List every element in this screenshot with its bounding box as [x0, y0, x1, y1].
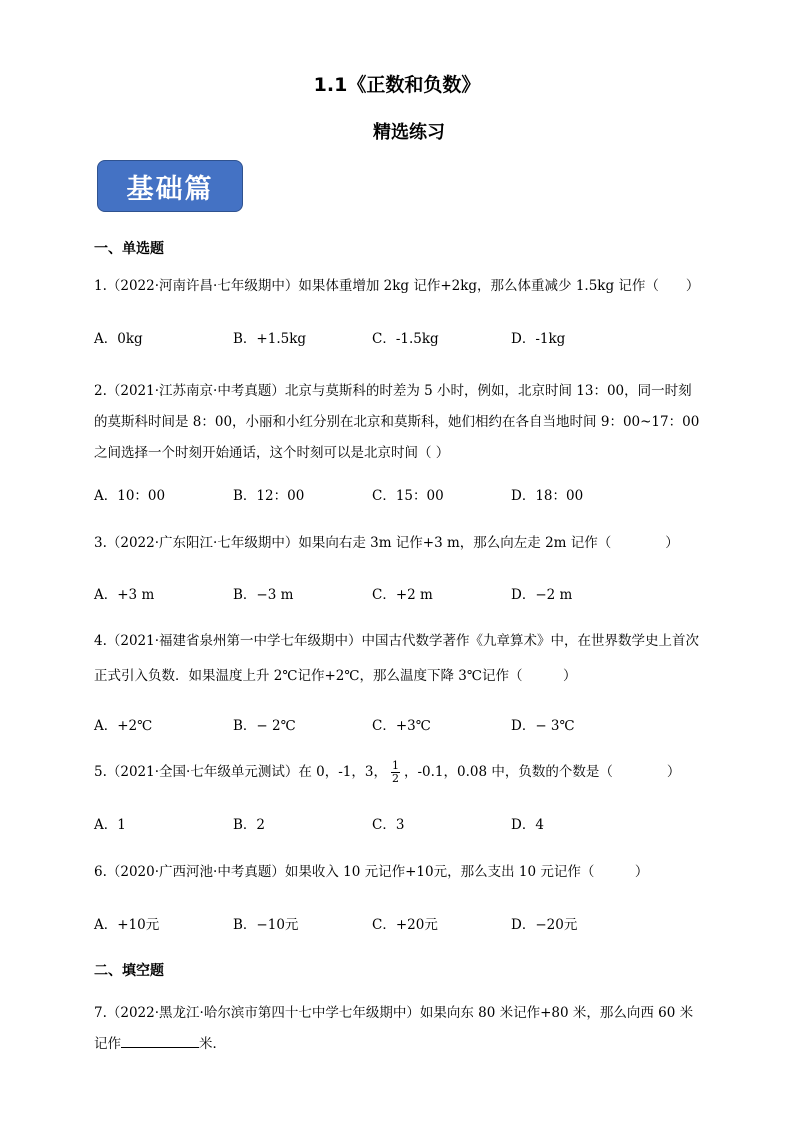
- question-7: [94, 998, 704, 1060]
- question-5-text-after: ，-0.1，0.08 中，负数的个数是（ ）: [403, 764, 681, 780]
- section-heading-single-choice: 一、单选题: [94, 241, 164, 257]
- option-b: B．2: [233, 817, 266, 833]
- question-2-options: [94, 484, 704, 504]
- option-c: C．15：00: [372, 488, 444, 504]
- option-a: A．10：00: [94, 488, 166, 504]
- option-b: B．+1.5kg: [233, 331, 307, 347]
- section-badge: 基础篇: [97, 160, 243, 212]
- question-6: 6.（2020·广西河池·中考真题）如果收入 10 元记作+10元，那么支出 10 元记作（ ）: [94, 864, 649, 880]
- option-c: C．+2 m: [372, 587, 433, 603]
- option-b: B．−10元: [233, 917, 299, 933]
- option-d: D．−2 m: [511, 587, 573, 603]
- option-c: C．-1.5kg: [372, 331, 439, 347]
- page-subtitle: 精选练习: [373, 122, 445, 143]
- question-4: 4.（2021·福建省泉州第一中学七年级期中）中国古代数学著作《九章算术》中，在世界数学史上首次正式引入负数．如果温度上升 2℃记作+2℃，那么温度下降 3℃记作（ ）: [94, 633, 700, 684]
- option-a: A．+10元: [94, 917, 160, 933]
- option-d: D．-1kg: [511, 331, 566, 347]
- fraction: [391, 760, 400, 785]
- option-d: D．4: [511, 817, 544, 833]
- option-a: A．0kg: [94, 331, 143, 347]
- fraction-numerator: 1: [391, 759, 399, 772]
- question-7-text-before: 7.（2022·黑龙江·哈尔滨市第四十七中学七年级期中）如果向东 80 米记作+80 米，那么向西 60 米记作: [94, 1005, 694, 1052]
- question-4-options: [94, 714, 704, 734]
- question-1: 1.（2022·河南许昌·七年级期中）如果体重增加 2kg 记作+2kg，那么体重减少 1.5kg 记作（ ）: [94, 278, 700, 294]
- page-title: 1.1《正数和负数》: [313, 74, 481, 96]
- fraction-denominator: 2: [391, 772, 399, 785]
- question-1-options: [94, 327, 704, 347]
- question-2: 2.（2021·江苏南京·中考真题）北京与莫斯科的时差为 5 小时，例如，北京时间 13：00，同一时刻的莫斯科时间是 8：00，小丽和小红分别在北京和莫斯科，她们相约在各自当地时间 9：00~17：00之间选择一个时刻开始通话，这个时刻可以是北京时间（ ）: [94, 383, 700, 461]
- answer-blank: [121, 1031, 199, 1048]
- option-b: B．− 2℃: [233, 718, 296, 734]
- question-5-text-before: 5.（2021·全国·七年级单元测试）在 0，-1，3，: [94, 764, 387, 780]
- question-3-options: [94, 583, 704, 603]
- option-d: D．− 3℃: [511, 718, 575, 734]
- option-c: C．+20元: [372, 917, 438, 933]
- question-3: 3.（2022·广东阳江·七年级期中）如果向右走 3m 记作+3 m，那么向左走 2m 记作（ ）: [94, 535, 679, 551]
- section-heading-fill-blank: 二、填空题: [94, 963, 164, 979]
- option-a: A．+2℃: [94, 718, 153, 734]
- question-5-options: [94, 813, 704, 833]
- question-6-options: [94, 913, 704, 933]
- question-5: [94, 758, 704, 786]
- option-d: D．−20元: [511, 917, 578, 933]
- question-7-text-after: 米．: [199, 1036, 226, 1052]
- option-b: B．12：00: [233, 488, 305, 504]
- option-c: C．+3℃: [372, 718, 431, 734]
- option-a: A．1: [94, 817, 126, 833]
- option-c: C．3: [372, 817, 405, 833]
- option-b: B．−3 m: [233, 587, 294, 603]
- option-d: D．18：00: [511, 488, 584, 504]
- option-a: A．+3 m: [94, 587, 155, 603]
